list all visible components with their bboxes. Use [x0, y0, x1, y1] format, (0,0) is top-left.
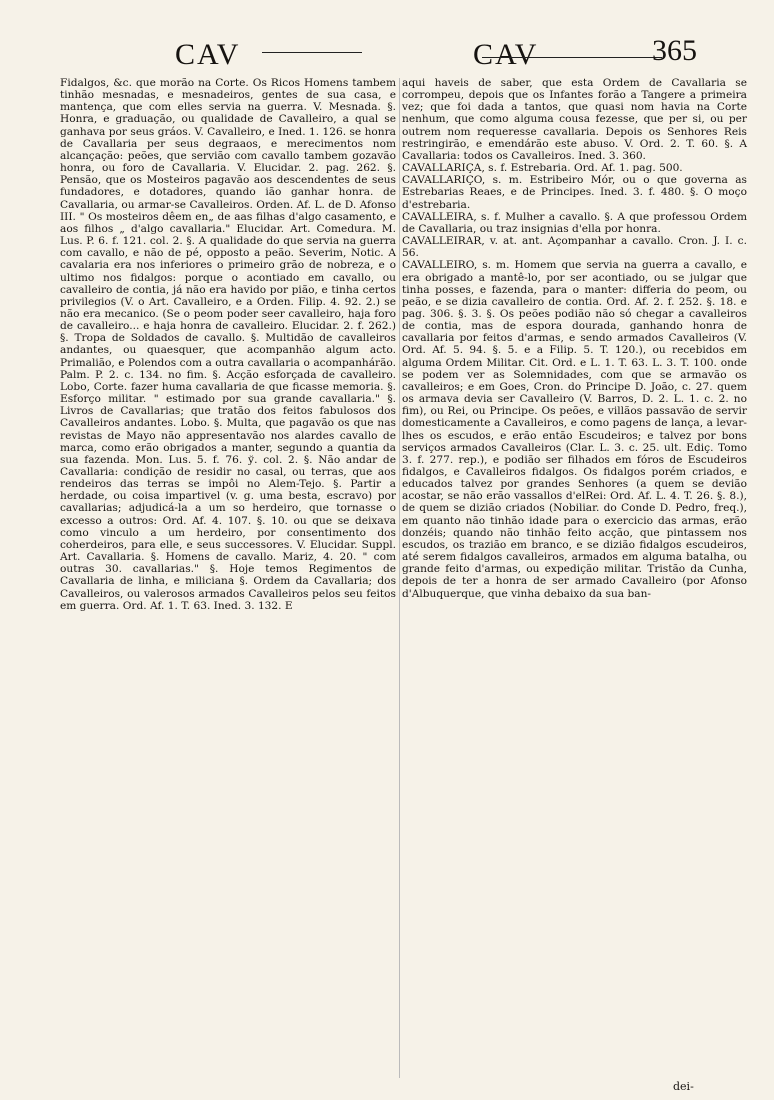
catchword: dei- — [673, 1080, 694, 1093]
entry-text: Fidalgos, &c. que morão na Corte. Os Ricos Homens tambem tinhão mesnadas, e mesnadeiros, gentes de sua casa, e mantença, que com elles servia na guerra. V. Mesnada. §. Honra, e graduação, ou qualidade de Cavalleiro, a qual se ganhava por seus gráos. V. Cavalleiro, e Ined. 1. 126. se honra de Cavallaria per seus degraaos, e merecimentos nom alcançação: peões, que servião com cavallo tambem gozavão honra, ou foro de Cavallaria. V. Elucidar. 2. pag. 262. §. Pensão, que os Mosteiros pagavão aos descendentes de seus fundadores, e dotadores, quando ião ganhar honra. de Cavallaria, ou armar-se Cavalleiros. Orden. Af. L. de D. Afonso III. " Os mosteiros dêem en„ de aas filhas d'algo casamento, e aos filhos „ d'algo cavallaria." Elucidar. Art. Comedura. M. Lus. P. 6. f. 121. col. 2. §. A qualidade do que servia na guerra com cavallo, e não de pé, opposto a peão. Severim, Notic. A cavalaria era nos inferiores o primeiro grão de nobreza, e o ultimo nos fidalgos: porque o acontiado em cavallo, ou cavalleiro de contia, já não era havido por pião, e tinha certos privilegios (V. o Art. Cavalleiro, e a Orden. Filip. 4. 92. 2.) se não era mecanico. (Se o peom poder seer cavalleiro, haja foro de cavalleiro... e haja honra de cavalleiro. Elucidar. 2. f. 262.) §. Tropa de Soldados de cavallo. §. Multidão de cavalleiros andantes, ou quaesquer, que acompanhão algum acto. Primalião, e Polendos com a outra cavallaria o acompanhárão. Palm. P. 2. c. 134. no fim. §. Acção esforçada de cavalleiro. Lobo, Corte. fazer huma cavallaria de que ficasse memoria. §. Esforço militar. " estimado por sua grande cavallaria." §. Livros de Cavallarias; que tratão dos feitos fabulosos dos Cavalleiros andantes. Lobo. §. Multa, que pagavão os que nas revistas de Mayo não appresentavão nos alardes cavallo de marca, como erão obrigados a manter, segundo a quantia da sua fazenda. Mon. Lus. 5. f. 76. ў. col. 2. §. Não andar de Cavallaria: condição de residir no casal, ou terras, que aos rendeiros das terras se impôi no Alem-Tejo. §. Partir a herdade, ou coisa impartivel (v. g. uma besta, escravo) por cavallarias; adjudicá-la a um so herdeiro, que tornasse o excesso a outros: Ord. Af. 4. 107. §. 10. ou que se deixava como vinculo a um herdeiro, por consentimento dos coherdeiros, para elle, e seus successores. V. Elucidar. Suppl. Art. Cavallaria. §. Homens de cavallo. Mariz, 4. 20. " com outras 30. cavallarias." §. Hoje temos Regimentos de Cavallaria de linha, e miliciana §. Ordem da Cavallaria; dos Cavalleiros, ou valerosos armados Cavalleiros pelos seu feitos em guerra. Ord. Af. 1. T. 63. Ined. 3. 132. E — [60, 77, 396, 612]
page-number: 365 — [652, 34, 697, 67]
column-divider — [399, 78, 400, 1078]
header-rule-right — [482, 57, 662, 58]
header-rule-left — [262, 52, 362, 53]
entry-cavallarica: CAVALLARIÇA, s. f. Estrebaria. Ord. Af. 1. pag. 500. — [402, 162, 683, 175]
running-head-left: CAV — [175, 38, 241, 71]
left-column — [60, 77, 396, 612]
entry-cavalleiro: CAVALLEIRO, s. m. Homem que servia na guerra a cavallo, e era obrigado a mantê-lo, por ser acontiado, ou se julgar que tinha posses, e fazenda, para o manter: differia do peom, ou peão, e se dizia cavalleiro de contia. Ord. Af. 2. f. 252. §. 18. e pag. 306. §. 3. §. Os peões podião não só chegar a cavalleiros de contia, mas de espora dourada, ganhando honra de cavallaria por feitos d'armas, e sendo armados Cavalleiros (V. Ord. Af. 5. 94. §. 5. e a Filip. 5. T. 120.), ou recebidos em alguma Ordem Militar. Cit. Ord. e L. 1. T. 63. L. 3. T. 100. onde se podem ver as Solemnidades, com que se armavão os cavalleiros; e em Goes, Cron. do Principe D. João, c. 27. quem os armava devia ser Cavalleiro (V. Barros, D. 2. L. 1. c. 2. no fim), ou Rei, ou Principe. Os peões, e villãos passavão de servir domesticamente a Cavalleiros, e como pagens de lança, a levar-lhes os escudos, e erão então Escudeiros; e talvez por bons serviços armados Cavalleiros (Clar. L. 3. c. 25. ult. Ediç. Tomo 3. f. 277. rep.), e podião ser filhados em fóros de Escudeiros fidalgos, e Cavalleiros fidalgos. Os fidalgos porém criados, e educados talvez por grandes Senhores (a quem se devião acostar, se não erão vassallos d'elRei: Ord. Af. L. 4. T. 26. §. 8.), de quem se dizião criados (Nobiliar. do Conde D. Pedro, freq.), em quanto não tinhão idade para o exercicio das armas, erão donzéis; quando não tinhão feito acção, que pintassem nos escudos, os trazião em branco, e se dizião fidalgos escudeiros, até serem fidalgos cavalleiros, armados em alguma batalha, ou grande feito d'armas, ou expedição militar. Tristão da Cunha, depois de ter a honra de ser armado Cavalleiro (por Afonso d'Albuquerque, que vinha debaixo da sua ban- — [402, 259, 747, 600]
entry-cavallarico: CAVALLARIÇO, s. m. Estribeiro Mór, ou o que governa as Estrebarias Reaes, e de Principes. Ined. 3. f. 480. §. O moço d'estrebaria. — [402, 174, 747, 211]
right-column — [402, 77, 747, 600]
entry-cavalleirar: CAVALLEIRAR, v. at. ant. Açompanhar a cavallo. Cron. J. I. c. 56. — [402, 235, 747, 260]
entry-text: aqui haveis de saber, que esta Ordem de Cavallaria se corrompeu, depois que os Infantes forão a Tangere a primeira vez; que foi dada a tantos, que quasi nom havia na Corte nenhum, que como alguma cousa fezesse, que per si, ou per outrem nom requeresse cavallaria. Depois os Senhores Reis restringirão, e emendárão este abuso. V. Ord. 2. T. 60. §. A Cavallaria: todos os Cavalleiros. Ined. 3. 360. — [402, 77, 747, 162]
running-head-right: CAV — [473, 38, 539, 71]
entry-cavalleira: CAVALLEIRA, s. f. Mulher a cavallo. §. A que professou Ordem de Cavallaria, ou traz insignias d'ella por honra. — [402, 210, 747, 235]
